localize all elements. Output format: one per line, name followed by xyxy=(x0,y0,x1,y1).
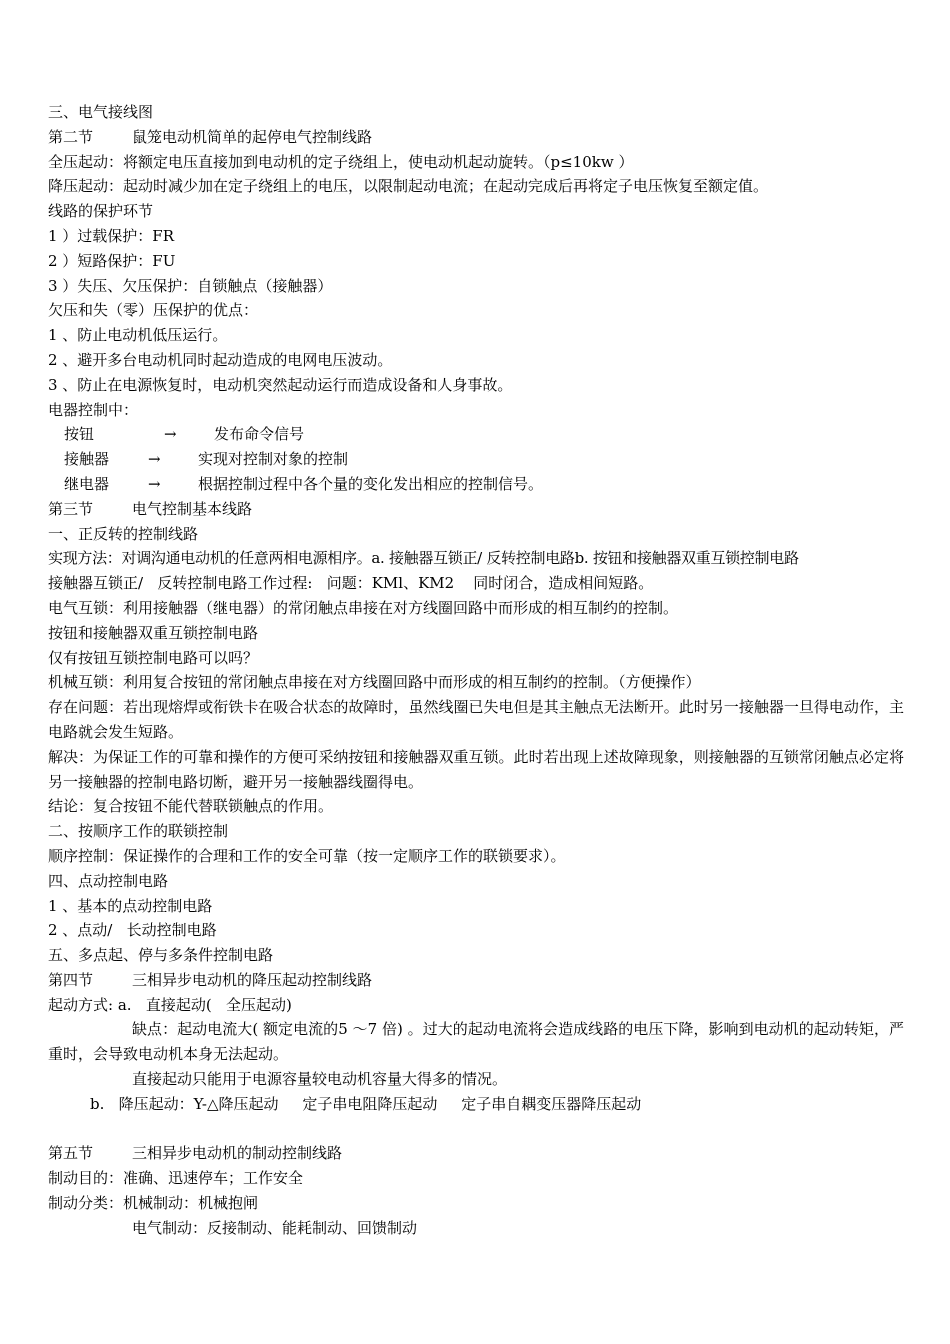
section-5-heading xyxy=(48,1141,904,1166)
mapping-item: 继电器 xyxy=(64,474,110,493)
paragraph-braking-purpose: 制动目的：准确、迅速停车；工作安全 xyxy=(48,1169,304,1188)
paragraph-braking-types: 制动分类：机械制动：机械抱闸 xyxy=(48,1194,259,1213)
heading-jog-control: 四、点动控制电路 xyxy=(48,871,169,890)
section-3-heading xyxy=(48,497,904,522)
list-item-short-circuit: 2 ）短路保护：FU xyxy=(48,251,176,270)
section-title: 三相异步电动机的降压起动控制线路 xyxy=(132,970,373,989)
mapping-desc: 实现对控制对象的控制 xyxy=(198,450,349,469)
paragraph-direct-start-usage: 直接起动只能用于电源容量较电动机容量大得多的情况。 xyxy=(132,1070,508,1089)
paragraph-problem: 存在问题：若出现熔焊或衔铁卡在吸合状态的故障时，虽然线圈已失电但是其主触点无法断开。此时另一接触器一旦得电动作，主电路就会发生短路。 xyxy=(48,698,904,741)
section-2-heading xyxy=(48,125,904,150)
paragraph-reduced-start-methods: b. 降压起动：Y-△降压起动 定子串电阻降压起动 定子串自耦变压器降压起动 xyxy=(90,1094,642,1113)
list-item-advantage-1: 1 、防止电动机低压运行。 xyxy=(48,326,228,345)
paragraph-mechanical-interlock: 机械互锁：利用复合按钮的常闭触点串接在对方线圈回路中而形成的相互制约的控制。（方便操作） xyxy=(48,673,701,692)
list-item-advantage-3: 3 、防止在电源恢复时，电动机突然起动运行而造成设备和人身事故。 xyxy=(48,375,513,394)
mapping-row-button xyxy=(48,422,904,447)
paragraph-reduced-voltage-start: 降压起动：起动时减少加在定子绕组上的电压，以限制起动电流；在起动完成后再将定子电压恢复至额定值。 xyxy=(48,177,769,196)
paragraph-solution: 解决：为保证工作的可靠和操作的方便可采纳按钮和接触器双重互锁。此时若出现上述故障现象，则接触器的互锁常闭触点必定将另一接触器的控制电路切断，避开另一接触器线圈得电。 xyxy=(48,747,904,791)
section-number: 第三节 xyxy=(48,499,94,518)
heading-multi-point: 五、多点起、停与多条件控制电路 xyxy=(48,946,274,965)
paragraph-conclusion: 结论：复合按钮不能代替联锁触点的作用。 xyxy=(48,797,334,816)
section-title: 鼠笼电动机简单的起停电气控制线路 xyxy=(132,127,373,146)
heading-protection: 线路的保护环节 xyxy=(48,202,154,221)
mapping-desc: 根据控制过程中各个量的变化发出相应的控制信号。 xyxy=(198,474,544,493)
arrow-icon: → xyxy=(164,425,177,444)
mapping-desc: 发布命令信号 xyxy=(214,425,305,444)
heading-wiring-diagram: 三、电气接线图 xyxy=(48,103,154,121)
section-title: 电气控制基本线路 xyxy=(132,499,253,518)
heading-advantages: 欠压和失（零）压保护的优点： xyxy=(48,301,259,320)
mapping-row-relay xyxy=(48,472,904,497)
paragraph-start-methods: 起动方式: a. 直接起动( 全压起动) xyxy=(48,995,292,1014)
list-item-overload: 1 ）过载保护：FR xyxy=(48,226,175,245)
paragraph-method: 实现方法：对调沟通电动机的任意两相电源相序。a. 接触器互锁正/ 反转控制电路b. 按钮和接触器双重互锁控制电路 xyxy=(48,549,799,568)
paragraph-full-voltage-start: 全压起动：将额定电压直接加到电动机的定子绕组上，使电动机起动旋转。（p≤10kw ） xyxy=(48,152,634,171)
section-4-heading xyxy=(48,968,904,993)
paragraph-interlock-process: 接触器互锁正/ 反转控制电路工作过程: 问题：KMl、KM2 同时闭合，造成相间短路。 xyxy=(48,574,654,593)
list-item-undervoltage: 3 ）失压、欠压保护：自锁触点（接触器） xyxy=(48,276,333,295)
list-item-jog-long: 2 、点动/ 长动控制电路 xyxy=(48,921,217,940)
heading-sequence-interlock: 二、按顺序工作的联锁控制 xyxy=(48,822,229,841)
section-number: 第二节 xyxy=(48,127,94,146)
list-item-basic-jog: 1 、基本的点动控制电路 xyxy=(48,896,213,915)
question-button-interlock: 仅有按钮互锁控制电路可以吗？ xyxy=(48,648,259,667)
mapping-item: 接触器 xyxy=(64,450,110,469)
heading-double-interlock: 按钮和接触器双重互锁控制电路 xyxy=(48,623,259,642)
paragraph-sequence-control: 顺序控制：保证操作的合理和工作的安全可靠（按一定顺序工作的联锁要求）。 xyxy=(48,846,566,865)
section-number: 第五节 xyxy=(48,1144,94,1163)
paragraph-electrical-braking: 电气制动：反接制动、能耗制动、回馈制动 xyxy=(132,1218,418,1237)
mapping-row-contactor xyxy=(48,447,904,472)
blank-line xyxy=(48,1117,904,1142)
section-title: 三相异步电动机的制动控制线路 xyxy=(132,1144,343,1163)
arrow-icon: → xyxy=(148,450,161,469)
mapping-item: 按钮 xyxy=(64,425,95,444)
heading-electrical-control: 电器控制中： xyxy=(48,400,139,419)
heading-forward-reverse: 一、正反转的控制线路 xyxy=(48,524,199,543)
section-number: 第四节 xyxy=(48,970,94,989)
paragraph-disadvantage: 缺点：起动电流大( 额定电流的5 ～7 倍) 。过大的起动电流将会造成线路的电压下降，影响到电动机的起动转矩，严重时，会导致电动机本身无法起动。 xyxy=(48,1020,904,1064)
paragraph-electrical-interlock: 电气互锁：利用接触器（继电器）的常闭触点串接在对方线圈回路中而形成的相互制约的控制。 xyxy=(48,598,679,617)
arrow-icon: → xyxy=(148,474,161,493)
document-page xyxy=(48,100,904,1241)
list-item-advantage-2: 2 、避开多台电动机同时起动造成的电网电压波动。 xyxy=(48,350,393,369)
